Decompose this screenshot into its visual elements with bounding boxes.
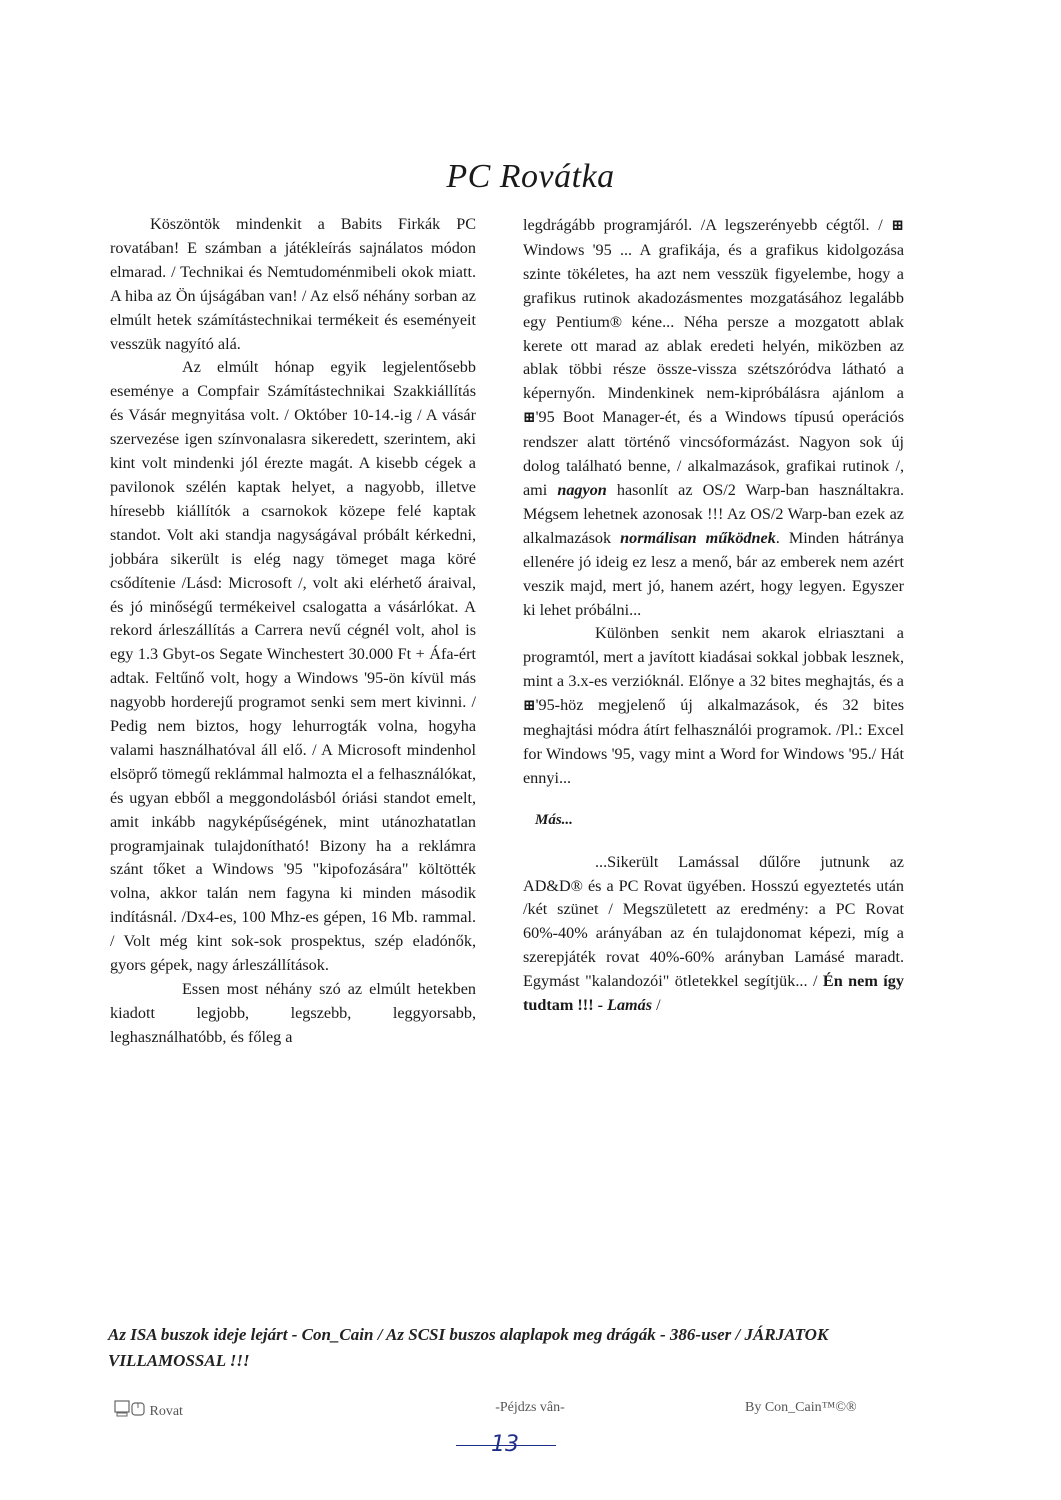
right-column [523,214,904,1018]
advantages-text-a: Különben senkit nem akarok elriasztani a programtól, mert a javított kiadásai sokkal jobbak lesznek, mint a 3.x-es verzióknál. Előnye a 32 bites meghajtás, és a [523,624,904,691]
windows-logo-icon: ⊞ [523,410,536,427]
windows-logo-icon: ⊞ [891,218,904,234]
windows95-paragraph [523,214,904,622]
windows95-text-a: legdrágább programjáról. /A legszerényebb cégtől. / [523,216,892,234]
footer-left [114,1400,183,1420]
windows95-text-c: '95 Boot Manager-ét, és a Windows típusú operációs rendszer alatt történő vincsóformázást. Nagyon sok új dolog található benne, / alkalmazások, grafikai rutinok /, ami [523,408,904,499]
section-heading-mas: Más... [535,811,573,828]
compfair-paragraph: Az elmúlt hónap egyik legjelentősebb eseménye a Compfair Számítástechnikai Szakkiállítás és Vásár megnyitása volt. / Október 10-14.-ig / A vásár szervezése igen színvonalasra sikeredett, szerintem, aki kint volt mindenki jól érezte magát. A kisebb cégek a pavilonok szélén kaptak helyet, a nagyobb, illetve híresebb kiállítók a csarnokok közepe felé kaptak standot. Volt aki standja nagyságával próbált kérkedni, jobbára sikerült is elég nagy tömeget maga köré csődítenie /Lásd: Microsoft /, volt aki elérhető áraival, és jó minőségű termékeivel csalogatta a vásárlókat. A rekord árleszállítás a Carrera nevű cégnél volt, ahol is egy 1.3 Gbyt-os Segate Winchestert 30.000 Ft + Áfa-ért adtak. Feltűnő volt, hogy a Windows '95-ön kívül más nagyobb horderejű programot senki sem mert kivinni. / Pedig nem biztos, hogy lehurrogták volna, hogyha valami használhatóval áll elő. / A Microsoft mindenhol elsöprő tömegű reklámmal halmozta el a felhasználókat, és ugyan ebből a meggondolásból óriási standot emelt, amit inkább nagyképűségének, mint utánozhatatlan programjainak tulajdonítható! Bizony ha a reklámra szánt tőket a Windows '95 "kipofozására" költötték volna, akkor talán nem fagyna ki minden második indításnál. /Dx4-es, 100 Mhz-es gépen, 16 Mb. rammal. / Volt még kint sok-sok prospektus, szép eladónők, gyors gépek, nagy árleszállítások. [110,358,476,975]
advantages-text-b: '95-höz megjelenő új alkalmazások, és 32 bites meghajtási módra átírt felhasználói programok. /Pl.: Excel for Windows '95, vagy mint a Word for Windows '95./ Hát ennyi... [523,696,904,787]
add-text-a: ...Sikerült Lamással dűlőre jutnunk az AD&D® és a PC Rovat ügyében. Hosszú egyeztetés után /két szünet / Megszületett az eredmény: a PC Rovat 60%-40% arányában az én tulajdonomat képezi, míg a szerepjáték rovat 40%-60% arányban Lamásé maradt. Egymást "kalandozói" ötletekkel segítjük... / [523,852,904,991]
footer-left-label: Rovat [149,1404,183,1419]
intro-paragraph: Köszöntök mindenkit a Babits Firkák PC rovatában! E számban a játékleírás sajnálatos módon elmarad. / Technikai és Nemtudoménmibeli okok miatt. A hiba az Ön újságában van! / Az első néhány sorban az elmúlt hetek számítástechnikai termékeit és eseményeit vesszük nagyító alá. [110,215,476,353]
emphasis-en-igy: Én nem így tudtam !!! - [523,972,904,1015]
emphasis-nagyon: nagyon [557,480,607,499]
programs-intro-paragraph: Essen most néhány szó az elmúlt hetekben kiadott legjobb, legszebb, leggyorsabb, leghasználhatóbb, és főleg a [110,980,476,1046]
add-text-end: / [652,996,661,1015]
windows95-text-b: Windows '95 ... A grafikája, és a grafikus kidolgozása szinte tökéletes, ha azt nem vesszük figyelembe, hogy a grafikus rutinok akadozásmentes mozgatásához legalább egy Pentium® kéne... Néha persze a mozgatott ablak kerete ott marad az ablak eredeti helyén, miközben az ablak többi része össze-vissza szétszóródva látható a képernyőn. Mindenkinek nem-kipróbálásra ajánlom a [523,240,904,403]
signature-lamas: Lamás [607,996,653,1015]
page-number: 13 [491,1432,519,1457]
banner-quote: Az ISA buszok ideje lejárt - Con_Cain / Az SCSI buszos alaplapok meg drágák - 386-user / JÁRJATOK VILLAMOSSAL !!! [108,1325,829,1370]
computer-icon [114,1400,146,1418]
windows-logo-icon: ⊞ [523,698,536,715]
footer-center: -Péjdzs vân- [495,1400,565,1415]
footer-right: By Con_Cain™©® [745,1400,857,1415]
left-column [110,213,476,1050]
emphasis-normalisan: normálisan működnek [620,528,776,547]
windows95-text-e: . Minden hátránya ellenére jó ideig ez lesz a menő, bár az emberek nem azért veszik majd, mert jó, hanem azért, hogy legyen. Egyszer ki lehet próbálni... [523,528,904,619]
add-paragraph [523,851,904,1018]
advantages-paragraph [523,622,904,790]
page-title: PC Rovátka [446,158,615,195]
windows95-text-d: hasonlít az OS/2 Warp-ban használtakra. Mégsem lehetnek azonosak !!! Az OS/2 Warp-ban ezek az alkalmazások [523,480,904,547]
